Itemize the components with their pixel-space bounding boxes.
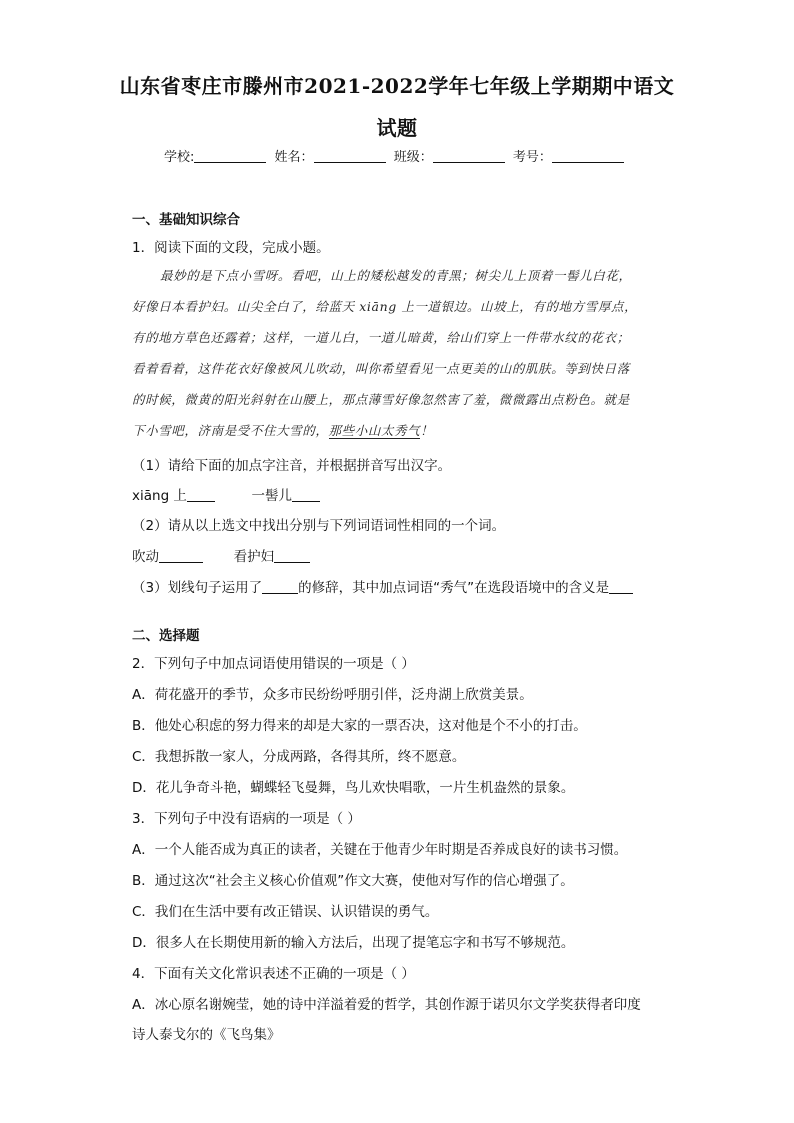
passage-line: 的时候，微黄的阳光斜射在山腰上，那点薄雪好像忽然害了羞，微微露出点粉色。就是 <box>132 392 630 407</box>
name-label: 姓名： <box>274 150 314 165</box>
answer-blank[interactable] <box>159 549 203 563</box>
question-2-prompt: 2．下列句子中加点词语使用错误的一项是（ ） <box>132 656 415 672</box>
answer-blank[interactable] <box>187 488 215 502</box>
option-d: D．很多人在长期使用新的输入方法后，出现了提笔忘字和书写不够规范。 <box>132 935 575 951</box>
passage-last-line <box>132 421 433 439</box>
item-label: 看护妇 <box>233 549 275 565</box>
question-4-prompt: 4．下面有关文化常识表述不正确的一项是（ ） <box>132 966 415 982</box>
class-blank <box>433 148 505 163</box>
option-c: C．我们在生活中要有改正错误、认识错误的勇气。 <box>132 904 439 920</box>
option-a: A．荷花盛开的季节，众多市民纷纷呼朋引伴，泛舟湖上欣赏美景。 <box>132 687 533 703</box>
exam-no-blank <box>552 148 624 163</box>
passage-text: 下小雪吧，济南是受不住大雪的， <box>132 423 329 438</box>
underlined-sentence: 那些小山太秀气 <box>328 423 421 438</box>
item-label: xiāng 上 <box>132 488 187 504</box>
student-info-row <box>164 146 628 165</box>
answer-blank[interactable] <box>274 549 310 563</box>
answer-blank[interactable] <box>262 580 298 594</box>
answer-blank[interactable] <box>292 488 320 502</box>
name-blank <box>314 148 386 163</box>
passage-line: 最妙的是下点小雪呀。看吧，山上的矮松越发的青黑；树尖儿上顶着一髻儿白花， <box>160 268 632 283</box>
school-blank <box>194 148 266 163</box>
class-label: 班级： <box>393 150 433 165</box>
passage-text: ！ <box>420 423 434 438</box>
sub-question-1: （1）请给下面的加点字注音，并根据拼音写出汉字。 <box>132 458 452 474</box>
option-d: D．花儿争奇斗艳，蝴蝶轻飞曼舞，鸟儿欢快唱歌，一片生机盎然的景象。 <box>132 780 575 796</box>
section-heading: 二、选择题 <box>132 628 200 644</box>
passage-line: 看着看着，这件花衣好像被风儿吹动，叫你希望看见一点更美的山的肌肤。等到快日落 <box>132 361 630 376</box>
question-3-prompt: 3．下列句子中没有语病的一项是（ ） <box>132 811 361 827</box>
sub-question-2-items <box>132 545 310 565</box>
exam-no-label: 考号： <box>512 150 552 165</box>
item-label: 一髻儿 <box>251 488 293 504</box>
sub-question-3 <box>132 576 633 596</box>
option-c: C．我想拆散一家人，分成两路，各得其所，终不愿意。 <box>132 749 466 765</box>
sub-question-1-items <box>132 484 320 504</box>
sub-question-2: （2）请从以上选文中找出分别与下列词语词性相同的一个词。 <box>132 518 506 534</box>
answer-blank[interactable] <box>609 580 633 594</box>
question-text: 的修辞，其中加点词语“秀气”在选段语境中的含义是 <box>298 580 610 596</box>
option-a: A．一个人能否成为真正的读者，关键在于他青少年时期是否养成良好的读书习惯。 <box>132 842 628 858</box>
section-heading: 一、基础知识综合 <box>132 212 240 228</box>
passage-line: 好像日本看护妇。山尖全白了，给蓝天 xiāng 上一道银边。山坡上，有的地方雪厚点， <box>132 299 638 314</box>
option-b: B．他处心积虑的努力得来的却是大家的一票否决，这对他是个不小的打击。 <box>132 718 587 734</box>
school-label: 学校: <box>164 150 195 165</box>
page-title-continued: 试题 <box>376 116 418 140</box>
item-label: 吹动 <box>132 549 159 565</box>
option-a: A．冰心原名谢婉莹，她的诗中洋溢着爱的哲学，其创作源于诺贝尔文学奖获得者印度 <box>132 997 641 1013</box>
passage-line: 有的地方草色还露着；这样，一道儿白，一道儿暗黄，给山们穿上一件带水纹的花衣； <box>132 330 630 345</box>
page-title: 山东省枣庄市滕州市2021-2022学年七年级上学期期中语文 <box>119 74 675 98</box>
question-text: （3）划线句子运用了 <box>132 580 263 596</box>
option-a-continued: 诗人泰戈尔的《飞鸟集》 <box>132 1027 281 1043</box>
question-1-prompt: 1．阅读下面的文段，完成小题。 <box>132 240 330 256</box>
option-b: B．通过这次“社会主义核心价值观”作文大赛，使他对写作的信心增强了。 <box>132 873 574 889</box>
